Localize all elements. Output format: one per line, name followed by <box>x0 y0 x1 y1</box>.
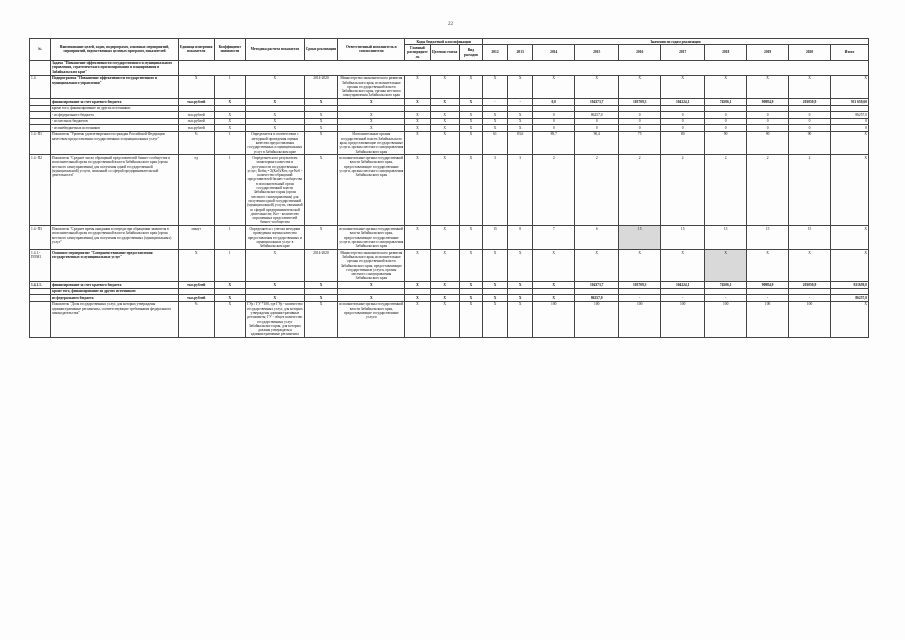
row-year-value: X <box>482 75 507 99</box>
row-code: X <box>459 155 482 226</box>
row-year-value: X <box>705 75 747 99</box>
row-unit: ед <box>178 155 214 226</box>
row-responsible: X <box>338 118 405 124</box>
table-row <box>30 75 869 99</box>
row-code: X <box>459 112 482 118</box>
row-coef: 1 <box>214 250 245 282</box>
row-code: X <box>459 250 482 282</box>
col-code-grbs: Главный распорядитель <box>405 45 430 60</box>
row-year-value: 2 <box>619 155 661 226</box>
row-total: 0 <box>831 125 869 131</box>
row-period: X <box>304 295 338 301</box>
row-code: X <box>405 75 430 99</box>
row-num: 1.4.-П2 <box>30 155 51 226</box>
row-year-value: 89,7 <box>533 131 575 155</box>
row-year-value: X <box>508 75 533 99</box>
row-year-value: 2 <box>661 155 705 226</box>
row-code: X <box>459 282 482 288</box>
row-year-value: 103709,3 <box>619 282 661 288</box>
row-year-value: 0 <box>619 118 661 124</box>
row-coef: X <box>214 282 245 288</box>
table-row <box>30 155 869 226</box>
row-period: X <box>304 226 338 250</box>
row-name: финансирование за счет краевого бюджета <box>50 282 178 288</box>
task-span-cell <box>178 60 868 75</box>
row-coef: X <box>214 112 245 118</box>
col-year: 2018 <box>705 45 747 60</box>
row-year-value: 0 <box>747 112 789 118</box>
col-year: 2019 <box>747 45 789 60</box>
col-year: 2020 <box>789 45 831 60</box>
row-period: X <box>304 155 338 226</box>
row-year-value: 90 <box>789 131 831 155</box>
row-unit: минут <box>178 226 214 250</box>
row-code: X <box>459 301 482 338</box>
row-period: 2014-2020 <box>304 75 338 99</box>
row-unit: тыс.рублей <box>178 125 214 131</box>
row-year-value: X <box>482 250 507 282</box>
row-year-value: X <box>482 125 507 131</box>
row-total: X <box>831 301 869 338</box>
row-coef: X <box>214 295 245 301</box>
row-year-value: X <box>619 250 661 282</box>
row-period: X <box>304 125 338 131</box>
row-code: X <box>430 282 459 288</box>
row-responsible: X <box>338 295 405 301</box>
row-code: X <box>430 155 459 226</box>
row-name: Основное мероприятие "Совершенствование предоставления государственных и муниципальных услуг" <box>50 250 178 282</box>
row-year-value: 2 <box>747 155 789 226</box>
row-num: 1.4.-П3 <box>30 226 51 250</box>
row-code: X <box>430 75 459 99</box>
row-code: X <box>459 295 482 301</box>
row-year-value: 203050,9 <box>789 99 831 105</box>
row-year-value: 90 <box>705 131 747 155</box>
row-coef: 1 <box>214 131 245 155</box>
row-unit: тыс.рублей <box>178 282 214 288</box>
row-name: Показатель "Доля государственных услуг, для которых утверждены административные регламенты, соответствующие требованиям федерального законодательства" <box>50 301 178 338</box>
row-code: X <box>405 295 430 301</box>
row-total: X <box>831 131 869 155</box>
row-code: X <box>459 226 482 250</box>
row-year-value: 3 <box>508 155 533 226</box>
col-values-group: Значения по годам реализации <box>482 39 868 45</box>
row-unit: X <box>178 250 214 282</box>
row-unit: % <box>178 301 214 338</box>
row-year-value: 104224,1 <box>661 99 705 105</box>
row-method: X <box>246 99 305 105</box>
row-method: X <box>246 295 305 301</box>
row-code: X <box>459 75 482 99</box>
row-year-value: 80 <box>661 131 705 155</box>
row-method: X <box>246 250 305 282</box>
col-coef: Коэффициент значимости <box>214 39 245 61</box>
row-year-value: 86257,0 <box>575 112 619 118</box>
row-year-value: X <box>533 75 575 99</box>
row-year-value: X <box>508 295 533 301</box>
row-name: - из местных бюджетов <box>50 118 178 124</box>
row-num <box>30 60 51 75</box>
row-num: 1.4.-П1 <box>30 131 51 155</box>
row-responsible: исполнительные органы государственной власти Забайкальского края, предоставляющие государственные услуги <box>338 301 405 338</box>
row-code: X <box>430 226 459 250</box>
row-year-value: X <box>482 282 507 288</box>
row-num: 1.4.1.-ПОМ1 <box>30 250 51 282</box>
row-responsible: Министерство экономического развития Забайкальского края, исполнительные органы государственной власти Забайкальского края, органы местного самоуправления Забайкальского края <box>338 75 405 99</box>
row-year-value: - <box>705 295 747 301</box>
row-name: - из внебюджетных источников <box>50 125 178 131</box>
row-method: X <box>246 282 305 288</box>
row-year-value: 0 <box>705 112 747 118</box>
row-method: ГУр / ГУ *100, где ГУр - количество государственных услуг, для которых утверждены административные регламенты; ГУ - общее количество государственных услуг Забайкальского края, для которых должны утверждаться административные регламенты <box>247 302 303 337</box>
row-year-value: 0 <box>575 118 619 124</box>
row-year-value: 100 <box>747 301 789 338</box>
row-year-value: 90,4 <box>575 131 619 155</box>
row-year-value: 100 <box>705 301 747 338</box>
row-year-value: 83,6 <box>508 131 533 155</box>
row-year-value: 203050,9 <box>789 282 831 288</box>
row-code: X <box>430 99 459 105</box>
row-coef: 1 <box>214 155 245 226</box>
row-year-value: X <box>508 112 533 118</box>
row-year-value: 100 <box>619 301 661 338</box>
table-body <box>30 60 869 338</box>
row-year-value: X <box>661 75 705 99</box>
row-year-value: X <box>661 250 705 282</box>
row-period: X <box>304 99 338 105</box>
row-code: X <box>430 112 459 118</box>
row-year-value: 2 <box>705 155 747 226</box>
row-year-value: X <box>533 282 575 288</box>
row-year-value: 8 <box>508 226 533 250</box>
row-responsible: исполнительные органы государственной власти Забайкальского края, предоставляющие государственные услуги, органы местного самоуправления Забайкальского края <box>338 155 405 226</box>
row-code: X <box>430 250 459 282</box>
col-year: 2016 <box>619 45 661 60</box>
row-method: Определяется в соответствии с методикой проведения оценки качества предоставления государственных и муниципальных услуг в Забайкальском крае <box>247 132 303 154</box>
row-code: X <box>405 250 430 282</box>
row-period: X <box>304 131 338 155</box>
row-year-value: X <box>508 125 533 131</box>
row-responsible: Исполнительные органы государственной власти Забайкальского края, предоставляющие государственные услуги, органы местного самоуправления Забайкальского края <box>339 132 404 154</box>
col-name: Наименование целей, задач, подпрограмм, основных мероприятий, мероприятий, ведомственных целевых программ, показателей <box>50 39 178 61</box>
row-total: 911 659,60 <box>831 99 869 105</box>
row-year-value: - <box>482 99 507 105</box>
row-code: X <box>405 226 430 250</box>
col-year: 2013 <box>508 45 533 60</box>
row-total: X <box>831 226 869 250</box>
col-unit: Единица измерения показателя <box>178 39 214 61</box>
row-total: X <box>831 155 869 226</box>
row-year-value: X <box>747 250 789 282</box>
row-year-value: - <box>619 295 661 301</box>
row-num: 1.4. <box>30 75 51 99</box>
row-code: X <box>405 301 430 338</box>
row-year-value: 15 <box>705 226 747 250</box>
row-year-value: 103709,3 <box>619 99 661 105</box>
row-year-value: 2 <box>575 155 619 226</box>
row-year-value: 15 <box>661 226 705 250</box>
row-year-value: 100 <box>533 301 575 338</box>
row-year-value: X <box>533 250 575 282</box>
row-name: из федерального бюджета <box>50 295 178 301</box>
col-code-target: Целевая статья <box>430 45 459 60</box>
row-code: X <box>459 118 482 124</box>
row-name: - из федерального бюджета <box>50 112 178 118</box>
row-period: X <box>304 118 338 124</box>
col-total: Итого <box>831 45 869 60</box>
row-year-value: 104373,7 <box>575 99 619 105</box>
row-period: X <box>304 112 338 118</box>
col-year: 2012 <box>482 45 507 60</box>
row-year-value: 3 <box>482 155 507 226</box>
row-year-value: 0 <box>661 125 705 131</box>
row-year-value: X <box>508 118 533 124</box>
table-row <box>30 250 869 282</box>
row-coef: X <box>214 118 245 124</box>
row-year-value: 90984,9 <box>747 99 789 105</box>
row-year-value: 0 <box>661 118 705 124</box>
row-name: Показатель "Среднее время ожидания в очереди при обращении заявителя в исполнительный орган государственной власти Забайкальского края (орган местного самоуправления) для получения государственных (муниципальных) услуг" <box>50 226 178 250</box>
col-num: № <box>30 39 51 61</box>
row-year-value: X <box>533 295 575 301</box>
row-unit: % <box>178 131 214 155</box>
row-year-value: - <box>747 295 789 301</box>
row-year-value: 0 <box>789 112 831 118</box>
row-year-value: X <box>482 118 507 124</box>
row-year-value: 90 <box>747 131 789 155</box>
row-code: X <box>459 125 482 131</box>
row-responsible: исполнительные органы государственной власти Забайкальского края, предоставляющие государственные услуги, органы местного самоуправления Забайкальского края <box>339 226 404 249</box>
program-table <box>29 38 869 338</box>
row-year-value: X <box>482 301 507 338</box>
row-num <box>30 301 51 338</box>
table-row <box>30 131 869 155</box>
row-year-value: 104373,7 <box>575 282 619 288</box>
col-period: Сроки реализации <box>304 39 338 61</box>
row-year-value: X <box>575 75 619 99</box>
row-code: X <box>405 155 430 226</box>
row-year-value: 0,0 <box>533 99 575 105</box>
row-coef: 1 <box>214 226 245 250</box>
row-year-value: 0 <box>661 112 705 118</box>
row-year-value: X <box>575 250 619 282</box>
row-year-value: 0 <box>789 125 831 131</box>
row-total: X <box>831 75 869 99</box>
row-year-value: 15 <box>482 226 507 250</box>
row-year-value: X <box>789 250 831 282</box>
row-year-value: 0 <box>705 118 747 124</box>
col-year: 2017 <box>661 45 705 60</box>
row-code: X <box>405 99 430 105</box>
row-year-value: 15 <box>789 226 831 250</box>
row-name: Показатель "Среднее число обращений представителей бизнес-сообщества в исполнительный орган государственной власти Забайкальского края (орган местного самоуправления) для получения одной государственной (муниципальной) услуги, связанной со сферой предпринимательской деятельности" <box>50 155 178 226</box>
row-year-value: 0 <box>705 125 747 131</box>
row-responsible: X <box>338 125 405 131</box>
row-year-value: 0 <box>619 125 661 131</box>
row-unit: X <box>178 75 214 99</box>
row-year-value: X <box>705 250 747 282</box>
row-year-value: 0 <box>619 112 661 118</box>
table-row <box>30 301 869 338</box>
row-code: X <box>405 118 430 124</box>
col-year: 2014 <box>533 45 575 60</box>
row-method: X <box>246 112 305 118</box>
row-year-value: X <box>508 301 533 338</box>
row-year-value: 0 <box>575 125 619 131</box>
row-year-value: 6 <box>575 226 619 250</box>
row-unit: тыс.рублей <box>178 99 214 105</box>
row-year-value: 0 <box>747 125 789 131</box>
row-name: кроме того, финансирование из других источников: <box>50 288 178 294</box>
row-total: 921659,0 <box>831 282 869 288</box>
row-method: Определяется по результатам мониторинга качества и доступности государственных услуг; Кобщ = Σ(Коб)/Кот, где Коб - количество обращений представителей бизнес-сообщества в исполнительный орган государственной власти Забайкальского края (орган местного самоуправления) для получения одной государственной (муниципальной) услуги, связанной со сферой предпринимательской деятельности; Кот - количество опрошенных представителей бизнес-сообщества <box>247 156 303 225</box>
row-period: X <box>304 282 338 288</box>
row-code: X <box>430 118 459 124</box>
table-row <box>30 60 869 75</box>
row-coef: X <box>214 301 245 338</box>
row-year-value: X <box>482 295 507 301</box>
row-code: X <box>405 112 430 118</box>
col-code-type: Вид расходов <box>459 45 482 60</box>
row-year-value: X <box>747 75 789 99</box>
row-name: Подпрограмма "Повышение эффективности государственного и муниципального управления" <box>50 75 178 99</box>
task-title: Задача "Повышение эффективности государственного и муниципального управления, стратегического прогнозирования и планирования в Забайкальском крае" <box>50 60 178 75</box>
row-year-value: 0 <box>533 125 575 131</box>
row-period: X <box>304 301 338 338</box>
row-year-value: - <box>661 295 705 301</box>
row-year-value: 100 <box>575 301 619 338</box>
row-unit: тыс.рублей <box>178 295 214 301</box>
row-year-value: 15 <box>747 226 789 250</box>
row-year-value: 0 <box>789 118 831 124</box>
row-responsible: Министерство экономического развития Забайкальского края, исполнительные органы государственной власти Забайкальского края, предоставляющие государственные услуги, органы местного самоуправления Забайкальского края <box>338 250 405 282</box>
row-year-value: 100 <box>661 301 705 338</box>
row-year-value: - <box>508 99 533 105</box>
row-year-value: 2 <box>533 155 575 226</box>
row-year-value: 7 <box>533 226 575 250</box>
table-row <box>30 226 869 250</box>
row-responsible: X <box>338 112 405 118</box>
row-code: X <box>405 131 430 155</box>
row-code: X <box>430 131 459 155</box>
row-method: X <box>246 75 305 99</box>
row-year-value: X <box>508 250 533 282</box>
row-code: X <box>405 282 430 288</box>
row-year-value: 86257,0 <box>575 295 619 301</box>
col-codes-group: Коды бюджетной классификации <box>405 39 483 45</box>
row-year-value: 90984,9 <box>747 282 789 288</box>
col-method: Методика расчета показателя <box>246 39 305 61</box>
row-unit: тыс.рублей <box>178 112 214 118</box>
row-unit: тыс.рублей <box>178 118 214 124</box>
row-name: финансирование за счет краевого бюджета <box>50 99 178 105</box>
row-code: X <box>459 99 482 105</box>
row-year-value: X <box>789 75 831 99</box>
row-code: X <box>430 301 459 338</box>
row-code: X <box>405 125 430 131</box>
row-year-value: 61 <box>482 131 507 155</box>
row-year-value: 100 <box>789 301 831 338</box>
col-year: 2015 <box>575 45 619 60</box>
page-number: 22 <box>448 22 453 27</box>
row-name: Показатель "Уровень удовлетворенности граждан Российской Федерации качеством предоставления государственных и муниципальных услуг" <box>50 131 178 155</box>
row-name: кроме того, финансирование из других источников: <box>50 105 178 111</box>
row-code: X <box>430 295 459 301</box>
row-coef: X <box>214 125 245 131</box>
row-method: X <box>246 125 305 131</box>
row-year-value: X <box>619 75 661 99</box>
row-total: 86257,0 <box>831 112 869 118</box>
row-year-value: 15 <box>619 226 661 250</box>
row-year-value: 0 <box>533 118 575 124</box>
row-year-value: 0 <box>747 118 789 124</box>
row-year-value: 74506,1 <box>705 282 747 288</box>
row-code: X <box>459 131 482 155</box>
row-year-value: X <box>508 282 533 288</box>
row-year-value: 2 <box>789 155 831 226</box>
row-year-value: - <box>789 295 831 301</box>
row-method: Определяется с учетом методики проведения оценки качества предоставления государственных и муниципальных услуг в Забайкальском крае <box>246 226 305 250</box>
row-year-value: X <box>482 112 507 118</box>
row-coef: X <box>214 99 245 105</box>
row-responsible: X <box>338 282 405 288</box>
row-year-value: 74506,1 <box>705 99 747 105</box>
row-coef: 1 <box>214 75 245 99</box>
row-total: X <box>831 250 869 282</box>
row-num: 1.4.1.1. <box>30 282 51 288</box>
row-year-value: 75 <box>619 131 661 155</box>
col-resp: Ответственный исполнитель и соисполнители <box>338 39 405 61</box>
row-year-value: 0 <box>533 112 575 118</box>
row-total: 0 <box>831 118 869 124</box>
row-method: X <box>246 118 305 124</box>
row-year-value: 104224,1 <box>661 282 705 288</box>
row-responsible: X <box>338 99 405 105</box>
row-code: X <box>430 125 459 131</box>
row-total: 86257,0 <box>831 295 869 301</box>
row-period: 2014-2020 <box>304 250 338 282</box>
